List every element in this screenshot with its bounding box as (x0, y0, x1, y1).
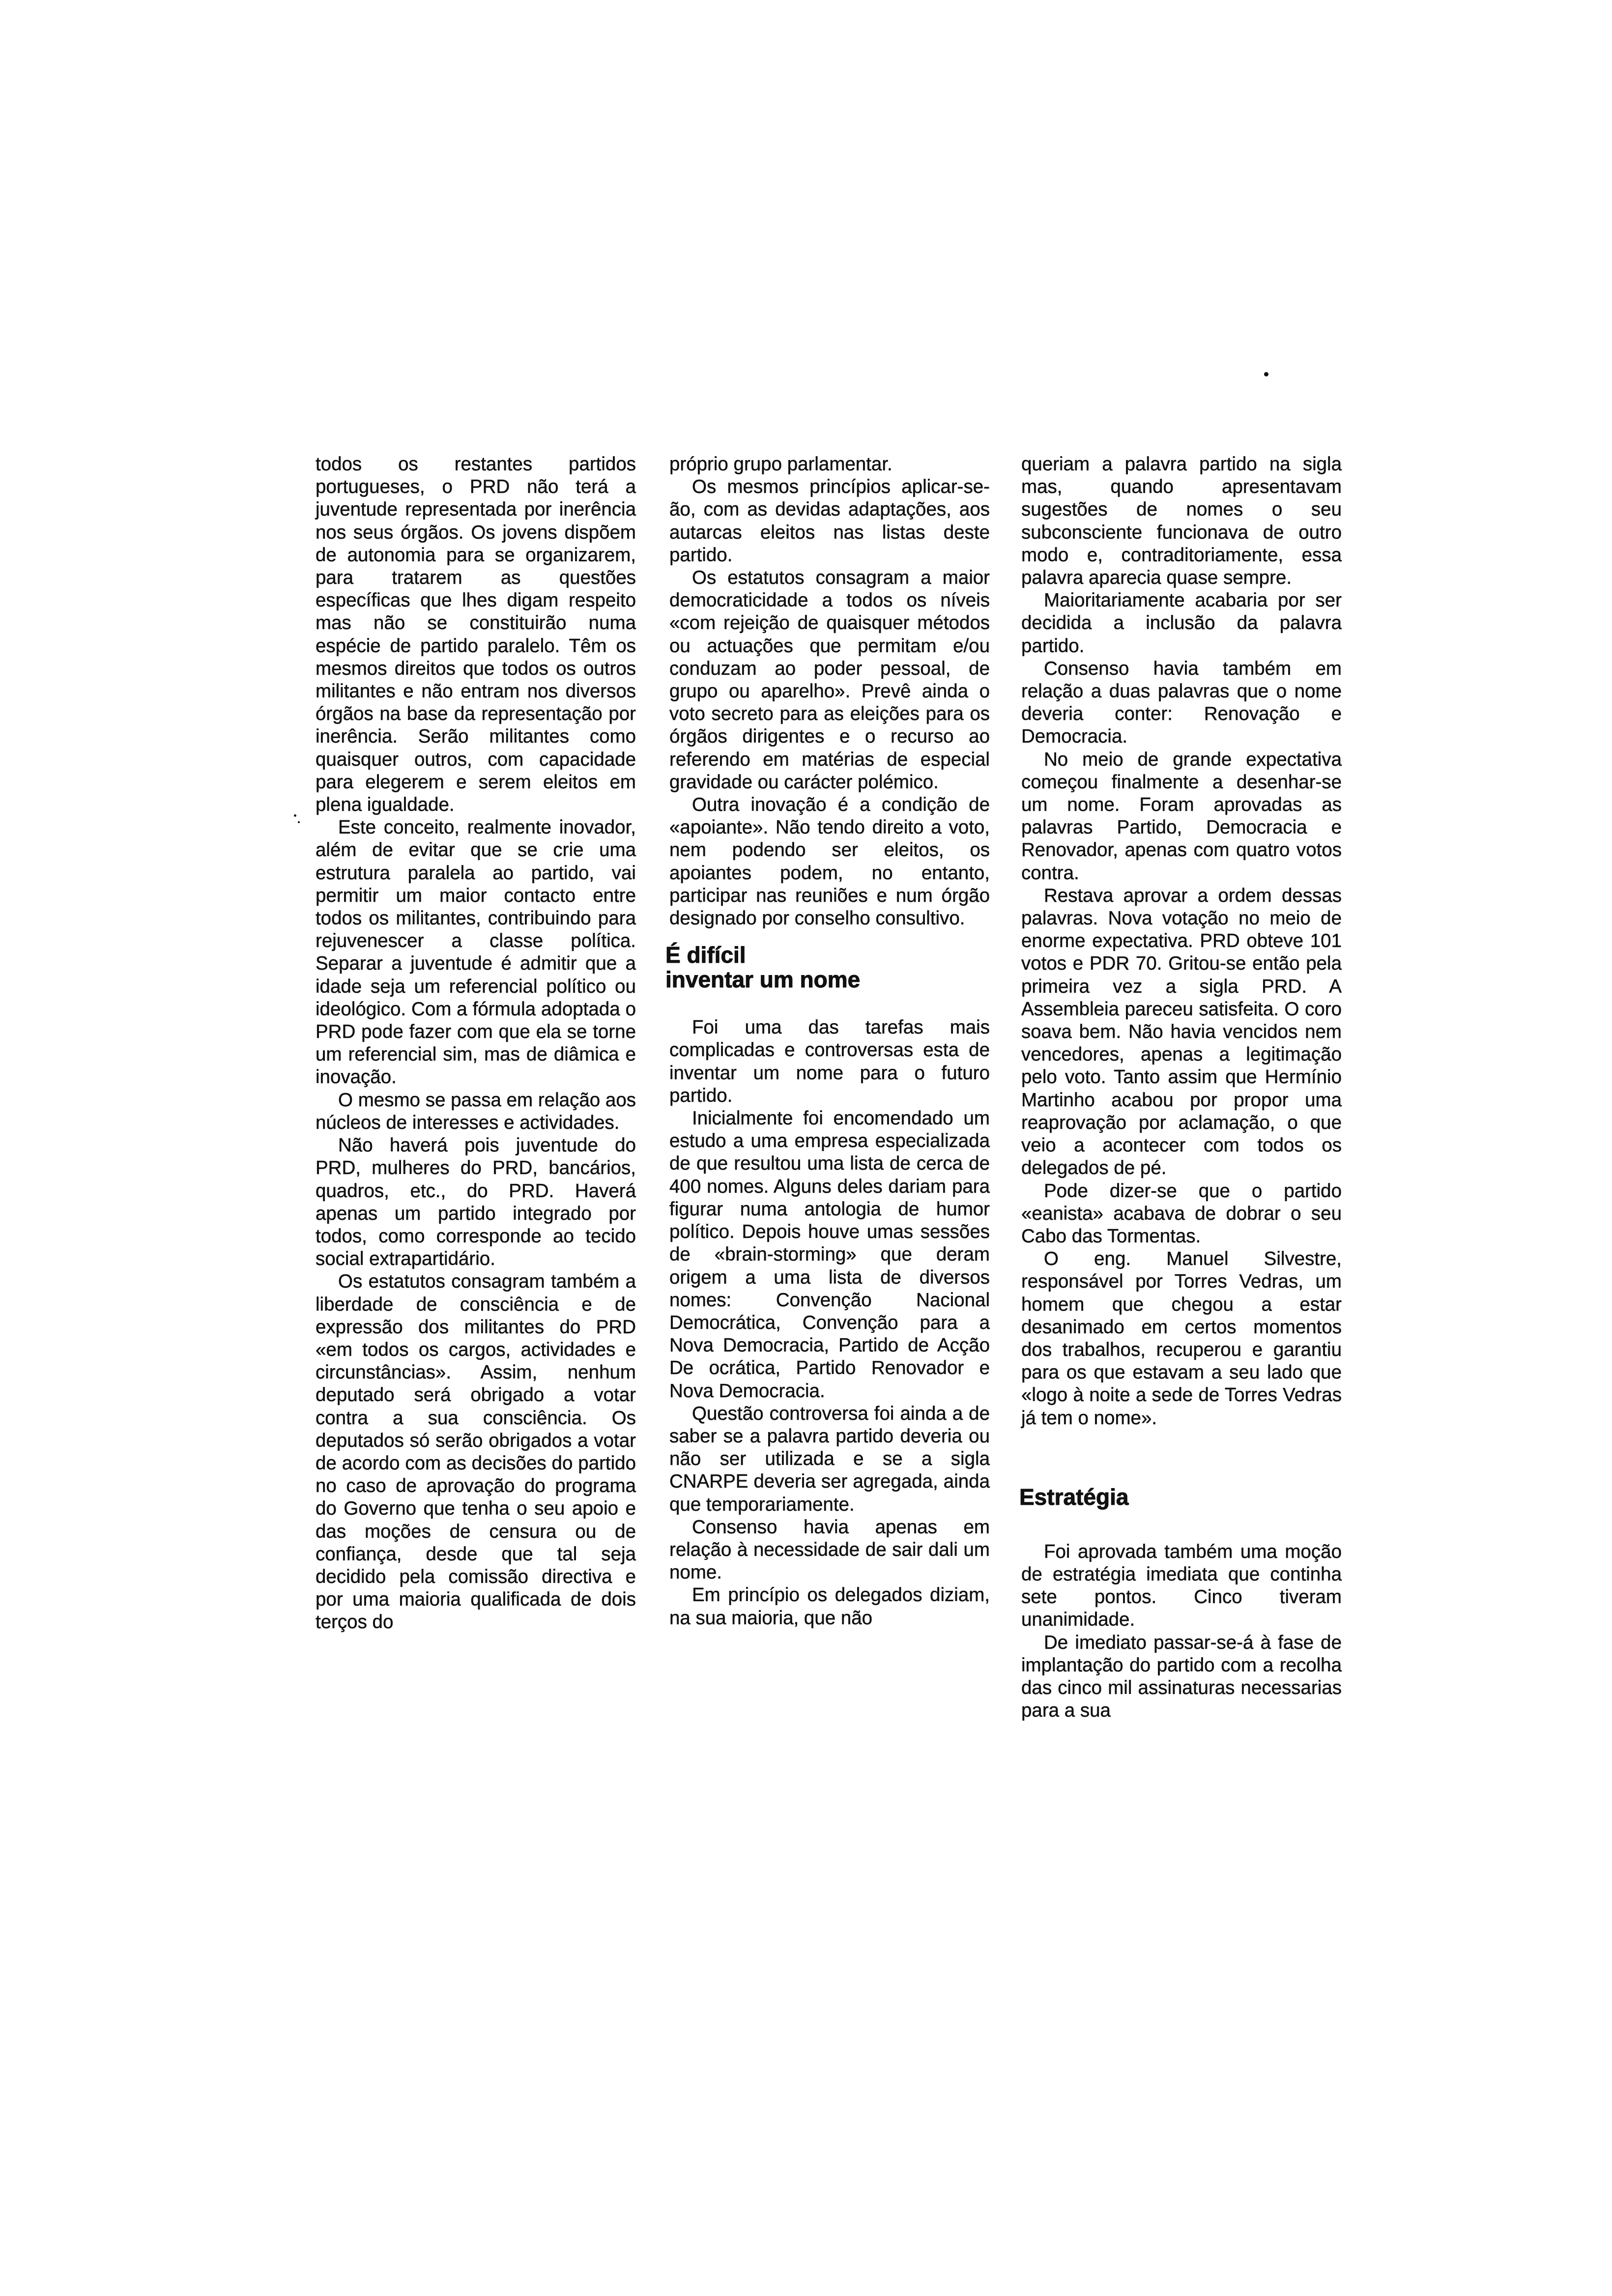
print-speck (1264, 372, 1268, 376)
print-speck (298, 821, 300, 823)
article-paragraph: O eng. Manuel Silvestre, responsável por Torres Vedras, um homem que chegou a estar desanimado em certos momentos dos trabalhos, recuperou e garantiu para os que estavam a seu lado que «logo à noite a sede de Torres Vedras já tem o nome». (1021, 1248, 1342, 1429)
article-paragraph: Inicialmente foi encomendado um estudo a uma empresa especializada de que resultou uma lista de cerca de 400 nomes. Alguns deles dariam para figurar numa antologia de humor político. Depois houve umas sessões de «brain-storming» que deram origem a uma lista de diversos nomes: Convenção Nacional Democrática, Convenção para a Nova Democracia, Partido de Acção De ocrática, Partido Renovador e Nova Democracia. (669, 1108, 990, 1402)
article-paragraph: Os estatutos consagram a maior democraticidade a todos os níveis «com rejeição de quaisquer métodos ou actuações que permitam e/ou conduzam ao poder pessoal, de grupo ou aparelho». Prevê ainda o voto secreto para as eleições para os órgãos dirigentes e o recurso ao referendo em matérias de especial gravidade ou carácter polémico. (669, 567, 990, 793)
article-paragraph: todos os restantes partidos portugueses, o PRD não terá a juventude representada por inerência nos seus órgãos. Os jovens dispõem de autonomia para se organizarem, para tratarem as questões específicas que lhes digam respeito mas não se constituirão numa espécie de partido paralelo. Têm os mesmos direitos que todos os outros militantes e não entram nos diversos órgãos na base da representação por inerência. Serão militantes como quaisquer outros, com capacidade para elegerem e serem eleitos em plena igualdade. (316, 454, 636, 816)
article-column-2 (665, 453, 990, 1630)
article-column-1 (316, 453, 636, 1634)
section-heading-line: É difícil (665, 942, 746, 968)
article-paragraph: Questão controversa foi ainda a de saber se a palavra partido deveria ou não ser utilizada e se a sigla CNARPE deveria ser agregada, ainda que temporariamente. (669, 1403, 990, 1515)
article-column-3 (1021, 453, 1342, 1722)
section-heading-line: Estratégia (1019, 1484, 1129, 1510)
article-paragraph: Foi uma das tarefas mais complicadas e controversas esta de inventar um nome para o futuro partido. (669, 1017, 990, 1106)
print-speck (294, 814, 296, 817)
article-paragraph: O mesmo se passa em relação aos núcleos de interesses e actividades. (316, 1089, 636, 1133)
article-paragraph: No meio de grande expectativa começou finalmente a desenhar-se um nome. Foram aprovadas as palavras Partido, Democracia e Renovador, apenas com quatro votos contra. (1021, 748, 1342, 884)
article-paragraph: Foi aprovada também uma moção de estratégia imediata que continha sete pontos. Cinco tiveram unanimidade. (1021, 1541, 1342, 1631)
article-paragraph: próprio grupo parlamentar. (669, 454, 892, 475)
article-paragraph: Consenso havia apenas em relação à necessidade de sair dali um nome. (669, 1516, 990, 1583)
article-paragraph: Pode dizer-se que o partido «eanista» acabava de dobrar o seu Cabo das Tormentas. (1021, 1180, 1342, 1247)
article-paragraph: Os mesmos princípios aplicar-se-ão, com as devidas adaptações, aos autarcas eleitos nas listas deste partido. (669, 476, 990, 566)
section-heading (665, 943, 990, 992)
article-paragraph: Consenso havia também em relação a duas palavras que o nome deveria conter: Renovação e Democracia. (1021, 658, 1342, 747)
article-paragraph: queriam a palavra partido na sigla mas, quando apresentavam sugestões de nomes o seu subconsciente funcionava de outro modo e, contraditoriamente, essa palavra aparecia quase sempre. (1021, 454, 1342, 589)
article-paragraph: De imediato passar-se-á à fase de implantação do partido com a recolha das cinco mil assinaturas necessarias para a sua (1021, 1632, 1342, 1722)
article-paragraph: Não haverá pois juventude do PRD, mulheres do PRD, bancários, quadros, etc., do PRD. Haverá apenas um partido integrado por todos, como corresponde ao tecido social extrapartidário. (316, 1135, 636, 1270)
article-paragraph: Outra inovação é a condição de «apoiante». Não tendo direito a voto, nem podendo ser eleitos, os apoiantes podem, no entanto, participar nas reuniões e num órgão designado por conselho consultivo. (669, 794, 990, 929)
article-paragraph: Os estatutos consagram também a liberdade de consciência e de expressão dos militantes do PRD «em todos os cargos, actividades e circunstâncias». Assim, nenhum deputado será obrigado a votar contra a sua consciência. Os deputados só serão obrigados a votar de acordo com as decisões do partido no caso de aprovação do programa do Governo que tenha o seu apoio e das moções de censura ou de confiança, desde que tal seja decidido pela comissão directiva e por uma maioria qualificada de dois terços do (316, 1271, 636, 1633)
article-paragraph: Em princípio os delegados diziam, na sua maioria, que não (669, 1584, 990, 1629)
article-paragraph: Maioritariamente acabaria por ser decidida a inclusão da palavra partido. (1021, 590, 1342, 657)
section-heading-line: inventar um nome (665, 967, 861, 993)
article-paragraph: Restava aprovar a ordem dessas palavras. Nova votação no meio de enorme expectativa. PRD obteve 101 votos e PDR 70. Gritou-se então pela primeira vez a sigla PRD. A Assembleia pareceu satisfeita. O coro soava bem. Não havia vencidos nem vencedores, apenas a legitimação pelo voto. Tanto assim que Hermínio Martinho acabou por propor uma reaprovação por aclamação, o que veio a acontecer com todos os delegados de pé. (1021, 885, 1342, 1179)
section-heading (1019, 1485, 1342, 1509)
article-paragraph: Este conceito, realmente inovador, além de evitar que se crie uma estrutura paralela ao partido, vai permitir um maior contacto entre todos os militantes, contribuindo para rejuvenescer a classe política. Separar a juventude é admitir que a idade seja um referencial político ou ideológico. Com a fórmula adoptada o PRD pode fazer com que ela se torne um referencial sim, mas de diâmica e inovação. (316, 817, 636, 1088)
